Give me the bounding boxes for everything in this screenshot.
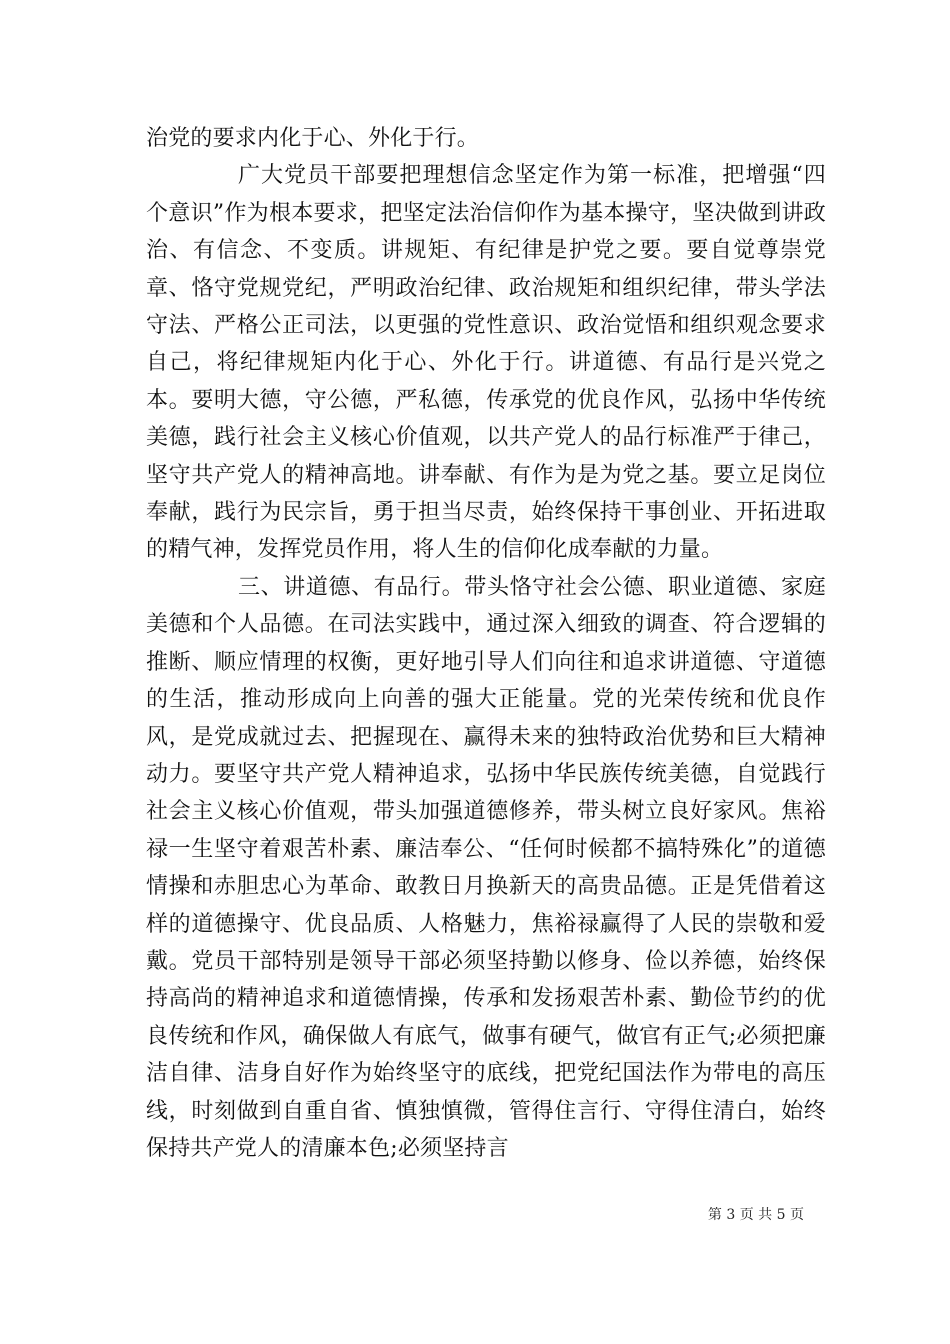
page-number: 第 3 页 共 5 页 — [707, 1207, 804, 1223]
paragraph-continuation: 治党的要求内化于心、外化于行。 — [146, 126, 480, 151]
paragraph-ideals: 广大党员干部要把理想信念坚定作为第一标准，把增强“四个意识”作为根本要求，把坚定法治信仰作为基本操守，坚决做到讲政治、有信念、不变质。讲规矩、有纪律是护党之要。要自觉尊崇党章、恪守党规党纪，严明政治纪律、政治规矩和组织纪律，带头学法守法、严格公正司法，以更强的党性意识、政治觉悟和组织观念要求自己，将纪律规矩内化于心、外化于行。讲道德、有品行是兴党之本。要明大德，守公德，严私德，传承党的优良作风，弘扬中华传统美德，践行社会主义核心价值观，以共产党人的品行标准严于律己，坚守共产党人的精神高地。讲奉献、有作为是为党之基。要立足岗位奉献，践行为民宗旨，勇于担当尽责，始终保持干事创业、开拓进取的精气神，发挥党员作用，将人生的信仰化成奉献的力量。 — [146, 163, 826, 563]
document-body — [146, 120, 826, 1167]
paragraph-morality: 三、讲道德、有品行。带头恪守社会公德、职业道德、家庭美德和个人品德。在司法实践中，通过深入细致的调查、符合逻辑的推断、顺应情理的权衡，更好地引导人们向往和追求讲道德、守道德的生活，推动形成向上向善的强大正能量。党的光荣传统和优良作风，是党成就过去、把握现在、赢得未来的独特政治优势和巨大精神动力。要坚守共产党人精神追求，弘扬中华民族传统美德，自觉践行社会主义核心价值观，带头加强道德修养，带头树立良好家风。焦裕禄一生坚守着艰苦朴素、廉洁奉公、“任何时候都不搞特殊化”的道德情操和赤胆忠心为革命、敢教日月换新天的高贵品德。正是凭借着这样的道德操守、优良品质、人格魅力，焦裕禄赢得了人民的崇敬和爱戴。党员干部特别是领导干部必须坚持勤以修身、俭以养德，始终保持高尚的精神追求和道德情操，传承和发扬艰苦朴素、勤俭节约的优良传统和作风，确保做人有底气，做事有硬气，做官有正气;必须把廉洁自律、洁身自好作为始终坚守的底线，把党纪国法作为带电的高压线，时刻做到自重自省、慎独慎微，管得住言行、守得住清白，始终保持共产党人的清廉本色;必须坚持言 — [146, 574, 826, 1161]
